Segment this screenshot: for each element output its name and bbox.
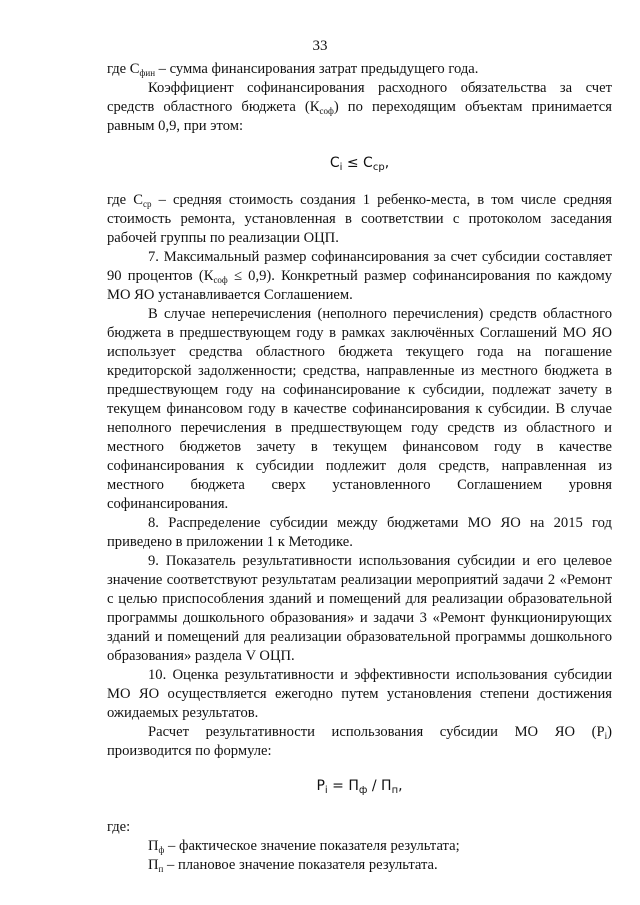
document-body [107,60,612,875]
paragraph-where: где: [107,819,131,835]
paragraph-item-8: 8. Распределение субсидии между бюджетами МО ЯО на 2015 год приведено в приложении 1 к Методике. [107,515,612,550]
definition-p-plan: $П_п$ – плановое значение показателя результата. [148,857,438,874]
paragraph-calc: Расчет результативности использования субсидии МО ЯО $(Р_i)$ производится по формуле: [107,724,612,759]
page-number: 33 [312,38,328,54]
paragraph-item-7: 7. Максимальный размер софинансирования за счет субсидии составляет 90 процентов $(К_{соф} \le 0,9)$. Конкретный размер софинансирования по каждому МО ЯО устанавливается Соглашением. [107,249,612,303]
formula-ci-le-csr: $C_i \le C_{ср}$, [329,155,390,173]
paragraph-c-sr: где $С_{ср}$ – средняя стоимость создания 1 ребенко-места, в том числе средняя стоимость ремонта, установленная в соответствии с протоколом заседания рабочей группы по реализации ОЦП. [107,192,612,246]
paragraph-non-transfer: В случае неперечисления (неполного перечисления) средств областного бюджета в предшествующем году в рамках заключённых Соглашений МО ЯО использует средства областного бюджета текущего года на погашение кредиторской задолженности; средства, направленные из местного бюджета в предшествующем году на софинансирование к субсидии, подлежат зачету в текущем финансовом году в качестве софинансирования к субсидии. В случае неполного перечисления в предшествующем году средств из областного и местного бюджетов зачету в текущем финансовом году в качестве софинансирования к субсидии подлежит доля средств, направленная из местного бюджета сверх установленного Соглашением уровня софинансирования. [107,306,612,512]
paragraph-c-fin: где $С_{фин}$ – сумма финансирования затрат предыдущего года. [107,61,479,78]
definition-p-fact: $П_ф$ – фактическое значение показателя результата; [148,838,460,855]
paragraph-item-10: 10. Оценка результативности и эффективности использования субсидии МО ЯО осуществляется ежегодно путем установления степени достижения ожидаемых результатов. [107,667,612,721]
formula-pi: $P_i = П_ф / П_п$, [316,778,403,796]
paragraph-item-9: 9. Показатель результативности использования субсидии и его целевое значение соответствуют результатам реализации мероприятий задачи 2 «Ремонт с целью приспособления зданий и помещений для реализации образовательной программы дошкольного образования» и задачи 3 «Ремонт функционирующих зданий и помещений для реализации образовательной программы дошкольного образования» раздела V ОЦП. [107,553,612,664]
paragraph-k-sof: Коэффициент софинансирования расходного обязательства за счет средств областного бюджета $(К_{соф})$ по переходящим объектам принимается равным 0,9, при этом: [107,80,612,134]
